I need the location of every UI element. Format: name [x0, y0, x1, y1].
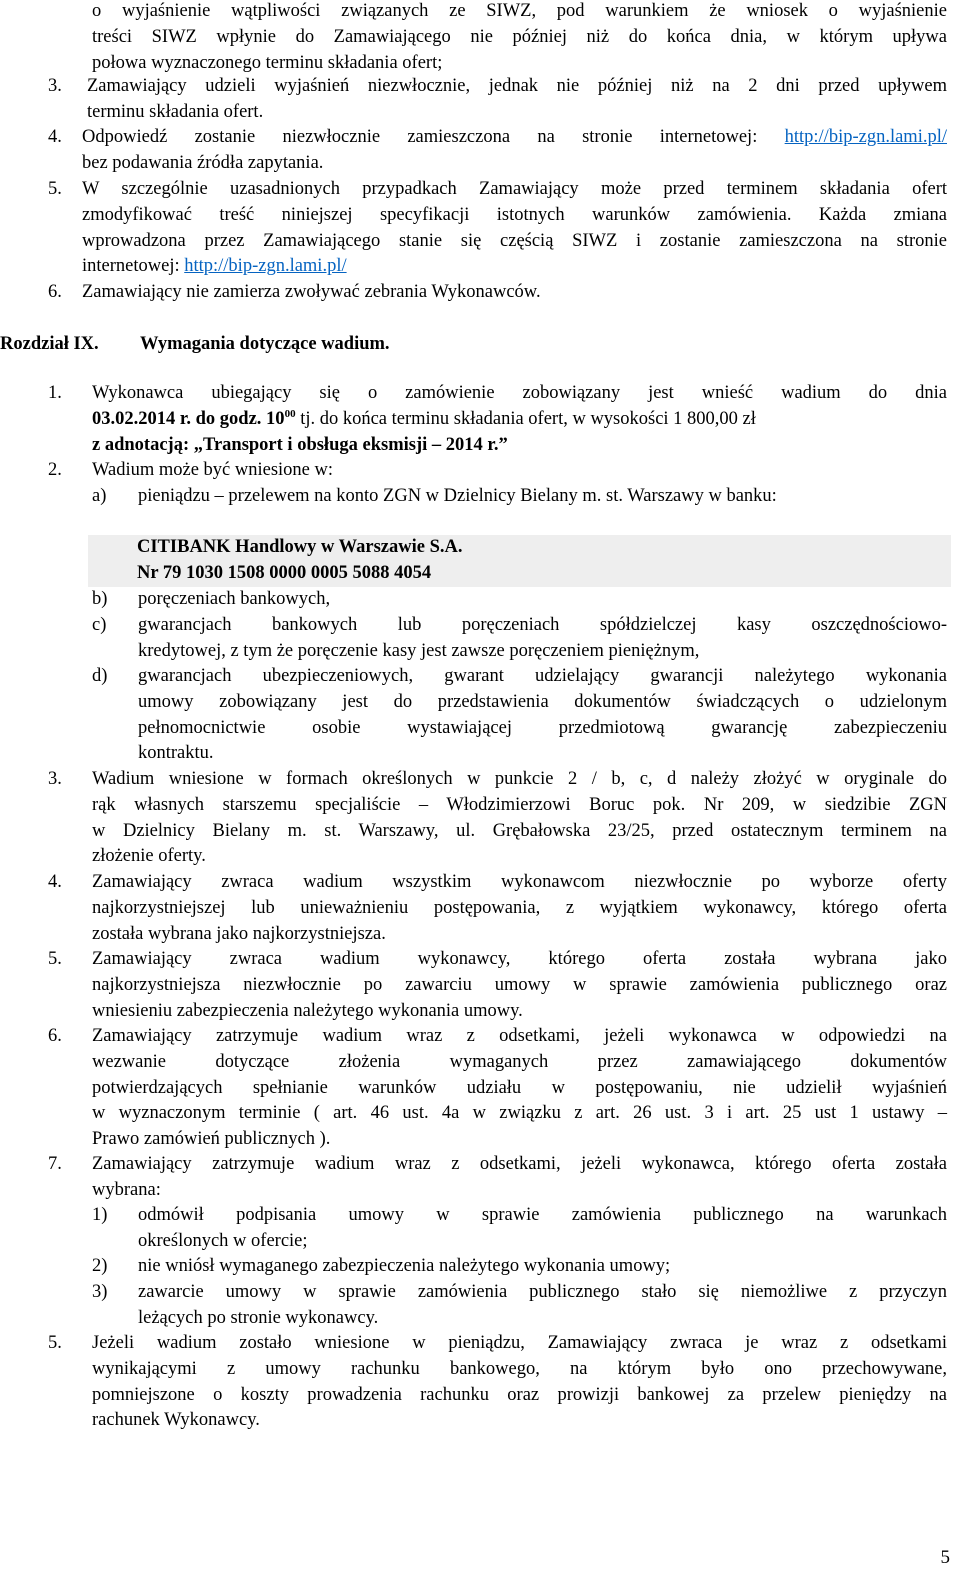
sub-item — [138, 1203, 947, 1255]
list-number: 4. — [48, 872, 62, 892]
list-number: 5. — [48, 179, 62, 199]
text-line: rachunek Wykonawcy. — [92, 1410, 260, 1431]
text-line: połowa wyznaczonego terminu składania ofert; — [92, 52, 443, 73]
text-line: W szczególnie uzasadnionych przypadkach Zamawiający może przed terminem składania ofert — [82, 179, 947, 199]
bank-details-box — [88, 535, 951, 587]
list-number: 6. — [48, 1026, 62, 1046]
list-item — [92, 767, 947, 870]
list-item — [92, 947, 947, 1024]
text-line: Zamawiający zwraca wadium wszystkim wykonawcom niezwłocznie po wyborze oferty — [92, 872, 947, 892]
text-line: rąk własnych starszemu specjaliście – Włodzimierzowi Boruc pok. Nr 209, w siedzibie ZGN — [92, 794, 947, 815]
text-line: Wadium może być wniesione w: — [92, 460, 334, 480]
section-title: Wymagania dotyczące wadium. — [140, 334, 390, 354]
annotation-line: z adnotacją: „Transport i obsługa eksmisji – 2014 r.” — [92, 434, 508, 455]
text-line: wybrana: — [92, 1179, 161, 1200]
text-line: Jeżeli wadium zostało wniesione w pieniądzu, Zamawiający zwraca je wraz z odsetkami — [92, 1333, 947, 1353]
text-line: o wyjaśnienie wątpliwości związanych ze SIWZ, pod warunkiem że wniosek o wyjaśnienie — [92, 1, 947, 21]
text-line: najkorzystniejsza niezwłocznie po zawarciu umowy w sprawie zamówienia publicznego oraz — [92, 974, 947, 995]
text-line: poręczeniach bankowych, — [138, 589, 331, 609]
list-number: 4. — [48, 127, 62, 147]
text-line: złożenie oferty. — [92, 846, 206, 867]
deadline-date: 03.02.2014 r. do godz. 10 — [92, 408, 285, 429]
text-line: wniesieniu zabezpieczenia należytego wykonania umowy. — [92, 1000, 523, 1021]
text-line: pieniądzu – przelewem na konto ZGN w Dzielnicy Bielany m. st. Warszawy w banku: — [138, 486, 777, 506]
sub-item — [138, 1254, 947, 1280]
text-line: zmodyfikować treść niniejszej specyfikacji istotnych warunków zamówienia. Każda zmiana — [82, 204, 947, 225]
text-line: wynikającymi z umowy rachunku bankowego, na którym było ono przechowywane, — [92, 1358, 947, 1379]
text-line: potwierdzających spełnianie warunków udziału w postępowaniu, nie udzielił wyjaśnień — [92, 1077, 947, 1098]
text-line — [92, 407, 947, 433]
list-number: 2. — [48, 460, 62, 480]
text-line: pełnomocnictwie osobie wystawiającej przedmiotową gwarancję zabezpieczeniu — [138, 717, 947, 738]
text-line: kredytowej, z tym że poręczenie kasy jest zawsze poręczeniem pieniężnym, — [138, 640, 700, 661]
sub-item — [138, 1280, 947, 1332]
text-line: leżących po stronie wykonawcy. — [138, 1307, 379, 1328]
text-line: kontraktu. — [138, 743, 214, 764]
text-line: treści SIWZ wpłynie do Zamawiającego nie później niż do końca dnia, w którym upływa — [92, 26, 947, 47]
text-line: gwarancjach ubezpieczeniowych, gwarant udzielający gwarancji należytego wykonania — [138, 666, 947, 686]
list-number: 7. — [48, 1154, 62, 1174]
sub-item — [138, 664, 947, 767]
text-line: najkorzystniejszej lub unieważnieniu postępowania, z wyjątkiem wykonawcy, którego oferta — [92, 897, 947, 918]
text-line: Prawo zamówień publicznych ). — [92, 1129, 331, 1150]
list-number: 5. — [48, 1333, 62, 1353]
text-line: Zamawiający zatrzymuje wadium wraz z odsetkami, jeżeli wykonawca w odpowiedzi na — [92, 1026, 947, 1046]
text-line: pomniejszone o koszty prowadzenia rachunku oraz prowizji bankowej za przelew pieniędzy na — [92, 1384, 947, 1405]
section-label: Rozdział IX. — [0, 334, 99, 354]
list-item — [92, 1331, 947, 1434]
list-item — [87, 74, 947, 126]
text-run: Odpowiedź zostanie niezwłocznie zamieszczona na stronie internetowej: — [82, 127, 785, 147]
sub-label: c) — [92, 615, 107, 635]
page-number: 5 — [940, 1547, 950, 1568]
list-item — [92, 381, 947, 458]
text-line: wprowadzona przez Zamawiającego stanie się częścią SIWZ i zostanie zamieszczona na stronie — [82, 230, 947, 251]
text-line: określonych w ofercie; — [138, 1230, 308, 1251]
sub-label: 2) — [92, 1256, 108, 1276]
sub-label: b) — [92, 589, 108, 609]
text-line: umowy zobowiązany jest do przedstawienia dokumentów świadczących o udzielonym — [138, 691, 947, 712]
text-line: Zamawiający udzieli wyjaśnień niezwłocznie, jednak nie później niż na 2 dni przed upływem — [87, 76, 947, 96]
list-item — [92, 1152, 947, 1204]
deadline-minutes: 00 — [284, 407, 296, 420]
sub-label: d) — [92, 666, 108, 686]
text-line: zawarcie umowy w sprawie zamówienia publicznego stało się niemożliwe z przyczyn — [138, 1282, 947, 1302]
list-item — [82, 280, 947, 306]
text-line: bez podawania źródła zapytania. — [82, 152, 324, 173]
text-line: nie wniósł wymaganego zabezpieczenia należytego wykonania umowy; — [138, 1256, 671, 1276]
list-item — [82, 177, 947, 280]
text-run: internetowej: — [82, 256, 185, 277]
list-item — [82, 125, 947, 177]
continuation-paragraph — [92, 0, 947, 76]
text-line: wezwanie dotyczące złożenia wymaganych przez zamawiającego dokumentów — [92, 1051, 947, 1072]
text-line: Wykonawca ubiegający się o zamówienie zobowiązany jest wnieść wadium do dnia — [92, 383, 947, 403]
text-line: Zamawiający zwraca wadium wykonawcy, którego oferta została wybrana jako — [92, 949, 947, 969]
list-number: 1. — [48, 383, 62, 403]
text-line — [82, 125, 947, 151]
sub-label: 3) — [92, 1282, 108, 1302]
text-line: terminu składania ofert. — [87, 101, 264, 122]
text-line: Zamawiający zatrzymuje wadium wraz z odsetkami, jeżeli wykonawca, którego oferta została — [92, 1154, 947, 1174]
text-line: w Dzielnicy Bielany m. st. Warszawy, ul. Grębałowska 23/25, przed ostatecznym terminem na — [92, 820, 947, 841]
list-item — [92, 870, 947, 947]
list-number: 6. — [48, 282, 62, 302]
sub-label: 1) — [92, 1205, 108, 1225]
bip-link[interactable]: http://bip-zgn.lami.pl/ — [784, 127, 947, 147]
text-line: Zamawiający nie zamierza zwoływać zebrania Wykonawców. — [82, 282, 541, 302]
text-line: w wyznaczonym terminie ( art. 46 ust. 4a w związku z art. 26 ust. 3 i art. 25 ust 1 ustawy – — [92, 1103, 947, 1124]
list-number: 3. — [48, 769, 62, 789]
text-line: odmówił podpisania umowy w sprawie zamówienia publicznego na warunkach — [138, 1205, 947, 1225]
bank-account-number: Nr 79 1030 1508 0000 0005 5088 4054 — [137, 562, 432, 583]
bip-link[interactable]: http://bip-zgn.lami.pl/ — [184, 256, 347, 277]
text-run: tj. do końca terminu składania ofert, w wysokości 1 800,00 zł — [295, 408, 756, 429]
text-line — [82, 254, 947, 280]
list-number: 5. — [48, 949, 62, 969]
text-line: została wybrana jako najkorzystniejsza. — [92, 923, 386, 944]
text-line: Wadium wniesione w formach określonych w punkcie 2 / b, c, d należy złożyć w oryginale do — [92, 769, 947, 789]
bank-name: CITIBANK Handlowy w Warszawie S.A. — [137, 537, 463, 557]
sub-item — [138, 613, 947, 665]
sub-label: a) — [92, 486, 107, 506]
text-line: gwarancjach bankowych lub poręczeniach spółdzielczej kasy oszczędnościowo- — [138, 615, 947, 635]
list-item — [92, 1024, 947, 1153]
list-number: 3. — [48, 76, 62, 96]
